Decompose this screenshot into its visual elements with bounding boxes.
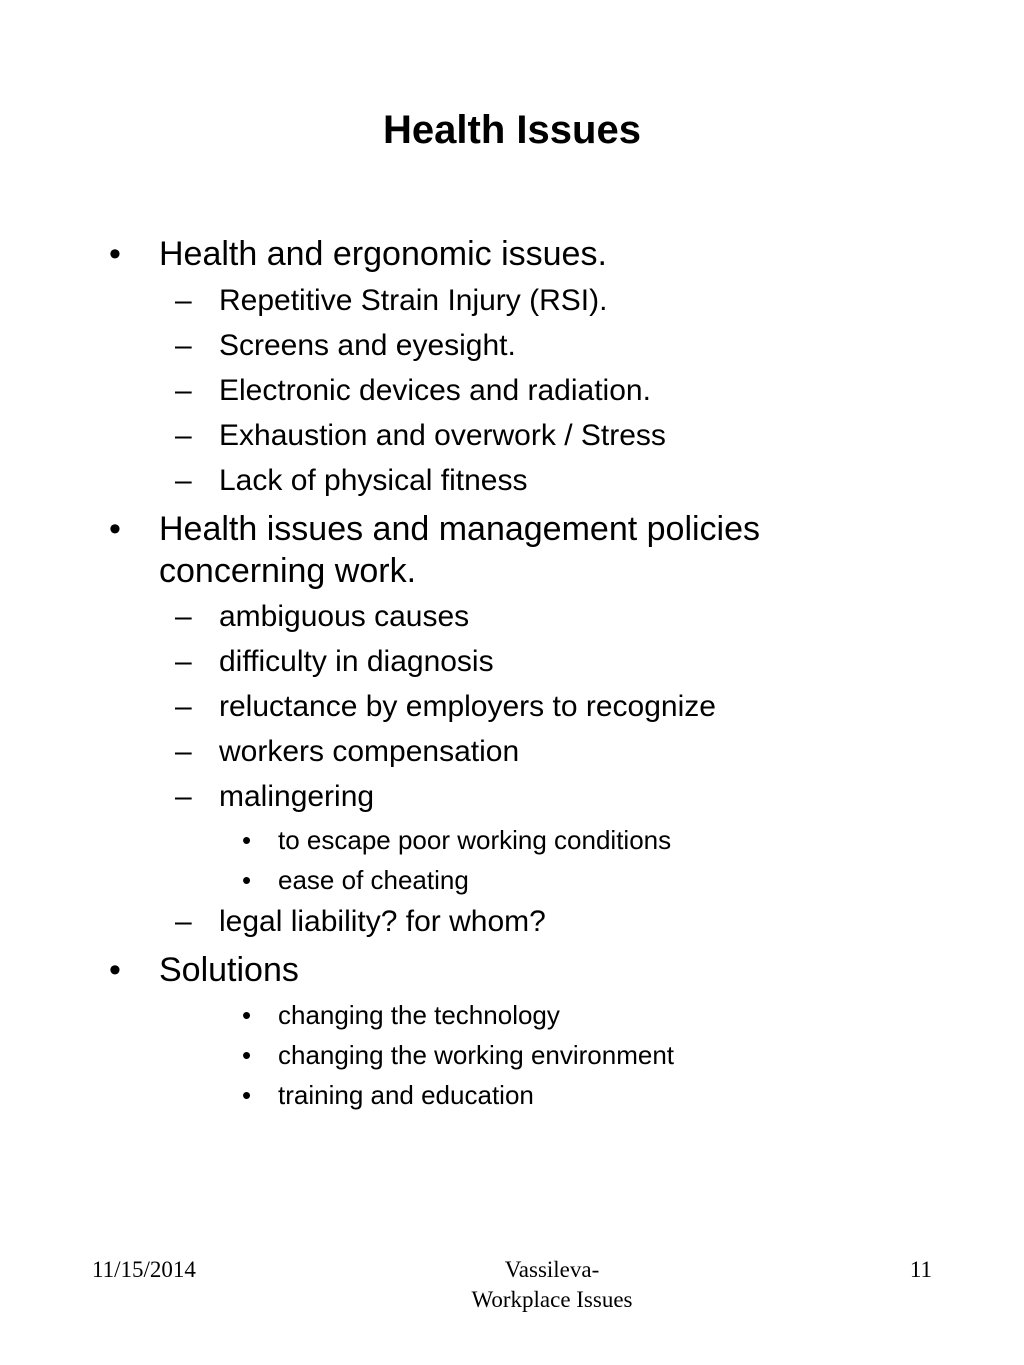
bullet-text: Health and ergonomic issues. bbox=[159, 235, 607, 273]
dash-marker: – bbox=[175, 284, 192, 317]
sub-bullet-item bbox=[175, 778, 375, 816]
sub-bullet-item bbox=[175, 903, 546, 941]
dash-marker: – bbox=[175, 374, 192, 407]
sub-bullet-text: Electronic devices and radiation. bbox=[219, 374, 651, 407]
sub-bullet-item bbox=[175, 643, 494, 681]
bullet-marker: • bbox=[242, 1040, 252, 1070]
sub-bullet-item bbox=[175, 372, 651, 410]
sub-bullet-item bbox=[175, 462, 528, 500]
sub-sub-bullet-text: training and education bbox=[278, 1080, 534, 1110]
sub-bullet-item bbox=[175, 733, 520, 771]
sub-sub-bullet-text: to escape poor working conditions bbox=[278, 825, 672, 855]
sub-sub-bullet-text: changing the technology bbox=[278, 1000, 560, 1030]
bullet-item bbox=[109, 508, 879, 592]
bullet-item bbox=[109, 233, 607, 275]
bullet-text: Health issues and management policies concerning work. bbox=[159, 510, 761, 590]
sub-bullet-text: malingering bbox=[219, 780, 375, 813]
dash-marker: – bbox=[175, 419, 192, 452]
footer-author-line1: Vassileva- bbox=[504, 1257, 600, 1282]
sub-sub-bullet-text: changing the working environment bbox=[278, 1040, 675, 1070]
dash-marker: – bbox=[175, 690, 192, 723]
bullet-marker: • bbox=[242, 865, 252, 895]
dash-marker: – bbox=[175, 329, 192, 362]
sub-bullet-text: Repetitive Strain Injury (RSI). bbox=[219, 284, 608, 317]
footer-author-line2: Workplace Issues bbox=[471, 1287, 633, 1312]
sub-bullet-item bbox=[175, 282, 608, 320]
bullet-item bbox=[109, 949, 299, 991]
sub-bullet-text: Exhaustion and overwork / Stress bbox=[219, 419, 666, 452]
bullet-marker: • bbox=[109, 510, 121, 548]
sub-bullet-text: Screens and eyesight. bbox=[219, 329, 516, 362]
dash-marker: – bbox=[175, 464, 192, 497]
bullet-marker: • bbox=[109, 235, 121, 273]
sub-sub-bullet-text: ease of cheating bbox=[278, 865, 469, 895]
bullet-marker: • bbox=[242, 1080, 252, 1110]
sub-sub-bullet-item bbox=[242, 1079, 534, 1111]
bullet-marker: • bbox=[242, 825, 252, 855]
dash-marker: – bbox=[175, 645, 192, 678]
bullet-marker: • bbox=[242, 1000, 252, 1030]
footer-author bbox=[412, 1255, 692, 1315]
dash-marker: – bbox=[175, 600, 192, 633]
sub-bullet-text: workers compensation bbox=[219, 735, 520, 768]
sub-bullet-text: reluctance by employers to recognize bbox=[219, 690, 716, 723]
slide-title: Health Issues bbox=[383, 108, 641, 152]
sub-sub-bullet-item bbox=[242, 824, 672, 856]
sub-sub-bullet-item bbox=[242, 864, 469, 896]
dash-marker: – bbox=[175, 780, 192, 813]
sub-sub-bullet-item bbox=[242, 1039, 675, 1071]
sub-bullet-item bbox=[175, 327, 516, 365]
bullet-text: Solutions bbox=[159, 951, 299, 989]
sub-bullet-item bbox=[175, 417, 666, 455]
bullet-marker: • bbox=[109, 951, 121, 989]
dash-marker: – bbox=[175, 905, 192, 938]
sub-bullet-text: ambiguous causes bbox=[219, 600, 470, 633]
sub-bullet-item bbox=[175, 598, 470, 636]
sub-sub-bullet-item bbox=[242, 999, 560, 1031]
sub-bullet-text: Lack of physical fitness bbox=[219, 464, 528, 497]
footer-page-number: 11 bbox=[909, 1257, 932, 1282]
dash-marker: – bbox=[175, 735, 192, 768]
sub-bullet-item bbox=[175, 688, 716, 726]
sub-bullet-text: legal liability? for whom? bbox=[219, 905, 546, 938]
sub-bullet-text: difficulty in diagnosis bbox=[219, 645, 494, 678]
footer-date: 11/15/2014 bbox=[92, 1257, 196, 1282]
